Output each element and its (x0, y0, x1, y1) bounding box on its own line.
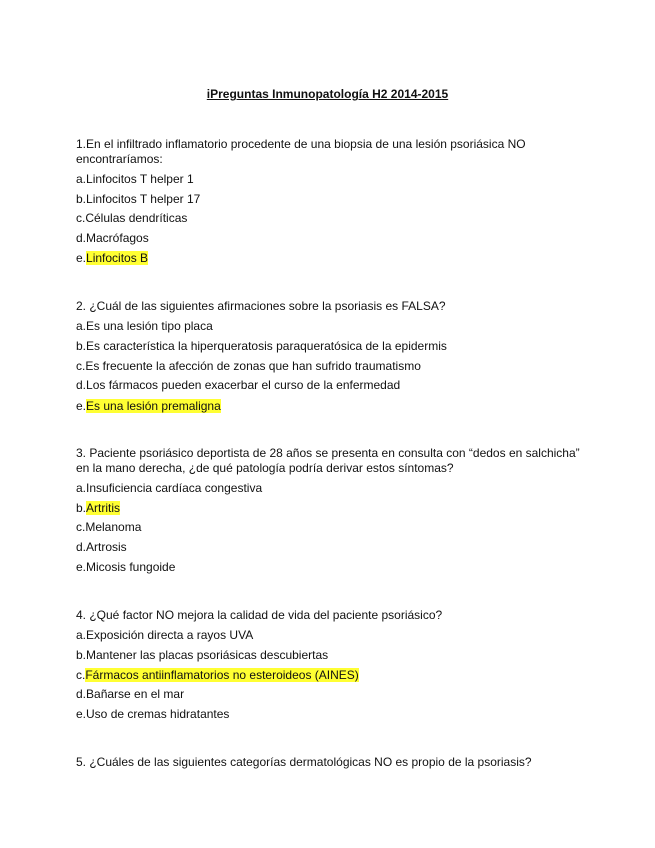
option-text: Bañarse en el mar (86, 687, 185, 701)
question-5-text: 5. ¿Cuáles de las siguientes categorías dermatológicas NO es propio de la psoriasis? (76, 755, 532, 769)
question-1-option-b (76, 192, 200, 207)
option-text: Mantener las placas psoriásicas descubiertas (86, 648, 329, 662)
question-2-option-d (76, 378, 400, 393)
option-prefix: b. (76, 192, 87, 206)
option-prefix: c. (76, 668, 86, 682)
option-prefix: e. (76, 707, 87, 721)
question-3-option-e (76, 560, 175, 575)
option-text: Artrosis (86, 540, 127, 554)
option-text: Macrófagos (86, 231, 149, 245)
highlighted-answer: Fármacos antiinflamatorios no esteroideos (AINES) (85, 668, 359, 682)
question-4-option-d (76, 687, 184, 702)
option-prefix: a. (76, 628, 87, 642)
highlighted-answer: Linfocitos B (86, 251, 149, 265)
option-prefix: d. (76, 540, 87, 554)
option-text: Células dendríticas (85, 211, 188, 225)
option-text: Melanoma (85, 520, 142, 534)
question-3-option-d (76, 540, 127, 555)
question-1-option-e (76, 251, 148, 266)
question-1-option-a (76, 172, 194, 187)
question-3-option-a (76, 481, 262, 496)
option-text: Es frecuente la afección de zonas que han sufrido traumatismo (85, 359, 421, 373)
option-prefix: e. (76, 251, 87, 265)
document-title: iPreguntas Inmunopatología H2 2014-2015 (206, 87, 449, 101)
option-text: Micosis fungoide (86, 560, 176, 574)
question-2-option-b (76, 339, 447, 354)
option-prefix: a. (76, 481, 87, 495)
option-prefix: b. (76, 648, 87, 662)
option-prefix: d. (76, 687, 87, 701)
option-prefix: a. (76, 172, 87, 186)
option-text: Linfocitos T helper 1 (86, 172, 194, 186)
question-3-text: 3. Paciente psoriásico deportista de 28 años se presenta en consulta con “dedos en salchicha” en la mano derecha, ¿de qué patología podría derivar estos síntomas? (76, 446, 580, 475)
question-2-option-a (76, 319, 213, 334)
question-4-option-e (76, 707, 229, 722)
option-prefix: b. (76, 501, 87, 515)
highlighted-answer: Es una lesión premaligna (86, 399, 221, 413)
option-text: Exposición directa a rayos UVA (86, 628, 254, 642)
option-prefix: a. (76, 319, 87, 333)
option-text: Es característica la hiperqueratosis paraqueratósica de la epidermis (86, 339, 447, 353)
option-prefix: e. (76, 399, 87, 413)
question-2-option-e (76, 399, 221, 414)
question-4-option-c (76, 668, 359, 683)
question-3-option-b (76, 501, 120, 516)
question-1-option-c (76, 211, 187, 226)
option-prefix: b. (76, 339, 87, 353)
option-prefix: e. (76, 560, 87, 574)
question-4-text: 4. ¿Qué factor NO mejora la calidad de vida del paciente psoriásico? (76, 608, 443, 622)
question-3-option-c (76, 520, 141, 535)
highlighted-answer: Artritis (86, 501, 121, 515)
option-prefix: d. (76, 231, 87, 245)
option-text: Insuficiencia cardíaca congestiva (86, 481, 263, 495)
question-2-option-c (76, 359, 421, 374)
option-text: Uso de cremas hidratantes (86, 707, 230, 721)
question-1-option-d (76, 231, 149, 246)
question-4-option-b (76, 648, 328, 663)
option-prefix: c. (76, 211, 86, 225)
question-2-text: 2. ¿Cuál de las siguientes afirmaciones sobre la psoriasis es FALSA? (76, 299, 446, 313)
option-text: Linfocitos T helper 17 (86, 192, 201, 206)
option-prefix: c. (76, 520, 86, 534)
option-prefix: c. (76, 359, 86, 373)
question-4-option-a (76, 628, 253, 643)
question-1-text: 1.En el infiltrado inflamatorio procedente de una biopsia de una lesión psoriásica NO encontraríamos: (76, 137, 526, 166)
option-text: Los fármacos pueden exacerbar el curso de la enfermedad (86, 378, 401, 392)
option-prefix: d. (76, 378, 87, 392)
option-text: Es una lesión tipo placa (86, 319, 213, 333)
